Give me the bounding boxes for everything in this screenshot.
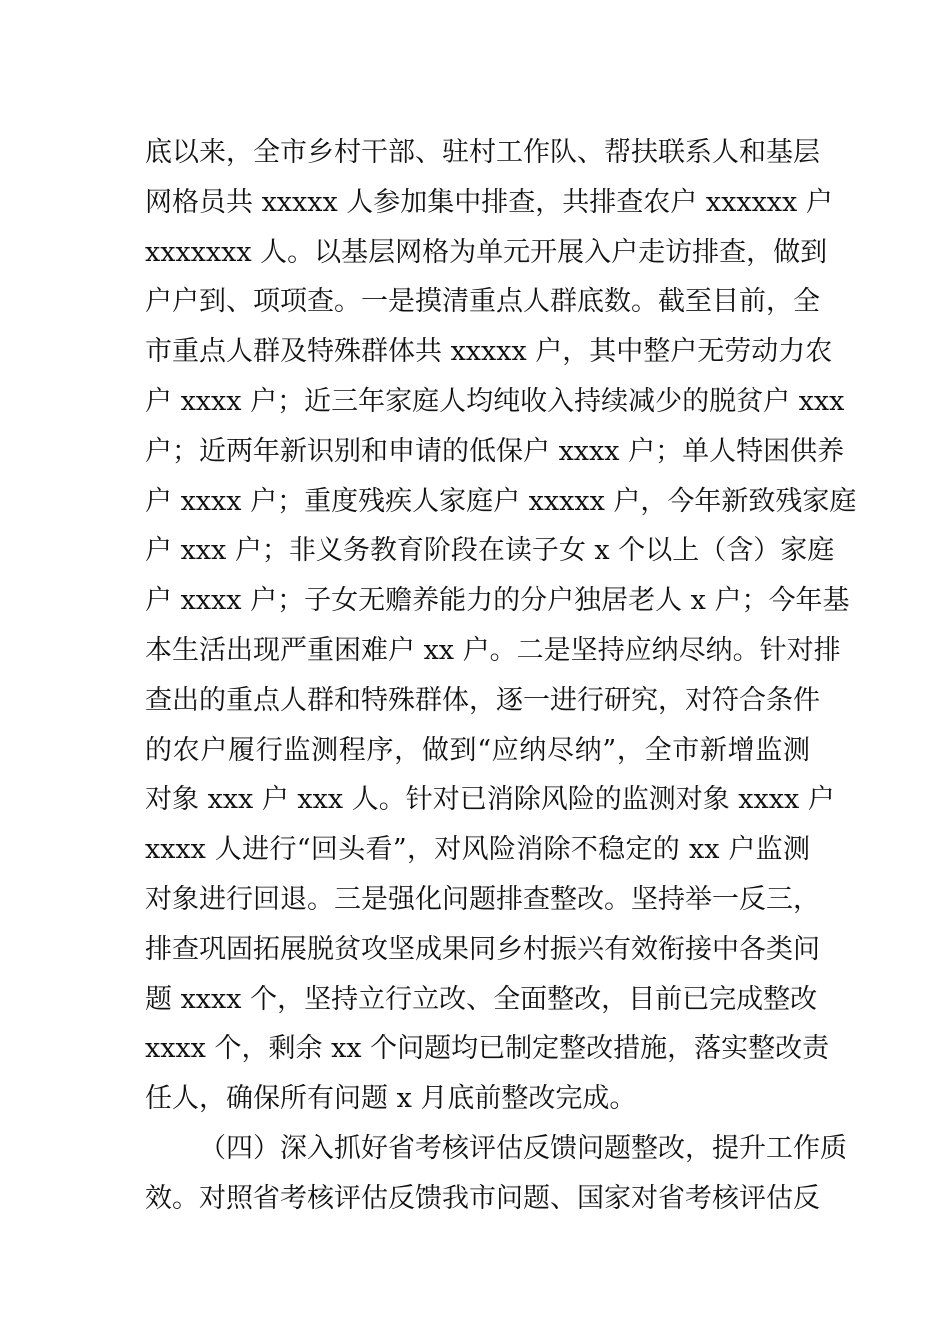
text-line: 户 xxxx 户；重度残疾人家庭户 xxxxx 户，今年新致残家庭 <box>145 485 857 517</box>
text-line: 对象进行回退。三是强化问题排查整改。坚持举一反三， <box>145 883 820 915</box>
text-line: xxxxxxx 人。以基层网格为单元开展入户走访排查，做到 <box>145 236 828 268</box>
text-line: xxxx 人进行“回头看”，对风险消除不稳定的 xx 户监测 <box>145 834 810 866</box>
text-line: 户 xxxx 户；近三年家庭人均纯收入持续减少的脱贫户 xxx <box>145 385 845 417</box>
text-line: xxxx 个，剩余 xx 个问题均已制定整改措施，落实整改责 <box>145 1033 830 1065</box>
text-line: 户户到、项项查。一是摸清重点人群底数。截至目前，全 <box>145 286 820 318</box>
text-line: 排查巩固拓展脱贫攻坚成果同乡村振兴有效衔接中各类问 <box>145 933 820 965</box>
text-line: 的农户履行监测程序，做到“应纳尽纳”，全市新增监测 <box>145 734 810 766</box>
text-line: 户；近两年新识别和申请的低保户 xxxx 户；单人特困供养 <box>145 435 845 467</box>
body-text <box>145 128 857 1224</box>
text-line: 市重点人群及特殊群体共 xxxxx 户，其中整户无劳动力农 <box>145 336 833 368</box>
text-line: 户 xxxx 户；子女无赡养能力的分户独居老人 x 户；今年基 <box>145 585 850 617</box>
text-line: 题 xxxx 个，坚持立行立改、全面整改，目前已完成整改 <box>145 983 818 1015</box>
section-heading-line: （四）深入抓好省考核评估反馈问题整改，提升工作质 <box>199 1132 847 1164</box>
text-line: 本生活出现严重困难户 xx 户。二是坚持应纳尽纳。针对排 <box>145 634 841 666</box>
text-line: 对象 xxx 户 xxx 人。针对已消除风险的监测对象 xxxx 户 <box>145 784 835 816</box>
paragraph-last-line: 任人，确保所有问题 x 月底前整改完成。 <box>145 1083 637 1115</box>
text-line: 效。对照省考核评估反馈我市问题、国家对省考核评估反 <box>145 1182 820 1214</box>
text-line: 查出的重点人群和特殊群体，逐一进行研究，对符合条件 <box>145 684 820 716</box>
text-line: 户 xxx 户；非义务教育阶段在读子女 x 个以上（含）家庭 <box>145 535 835 567</box>
text-line: 底以来，全市乡村干部、驻村工作队、帮扶联系人和基层 <box>145 137 820 168</box>
text-line: 网格员共 xxxxx 人参加集中排查，共排查农户 xxxxxx 户 <box>145 186 833 218</box>
